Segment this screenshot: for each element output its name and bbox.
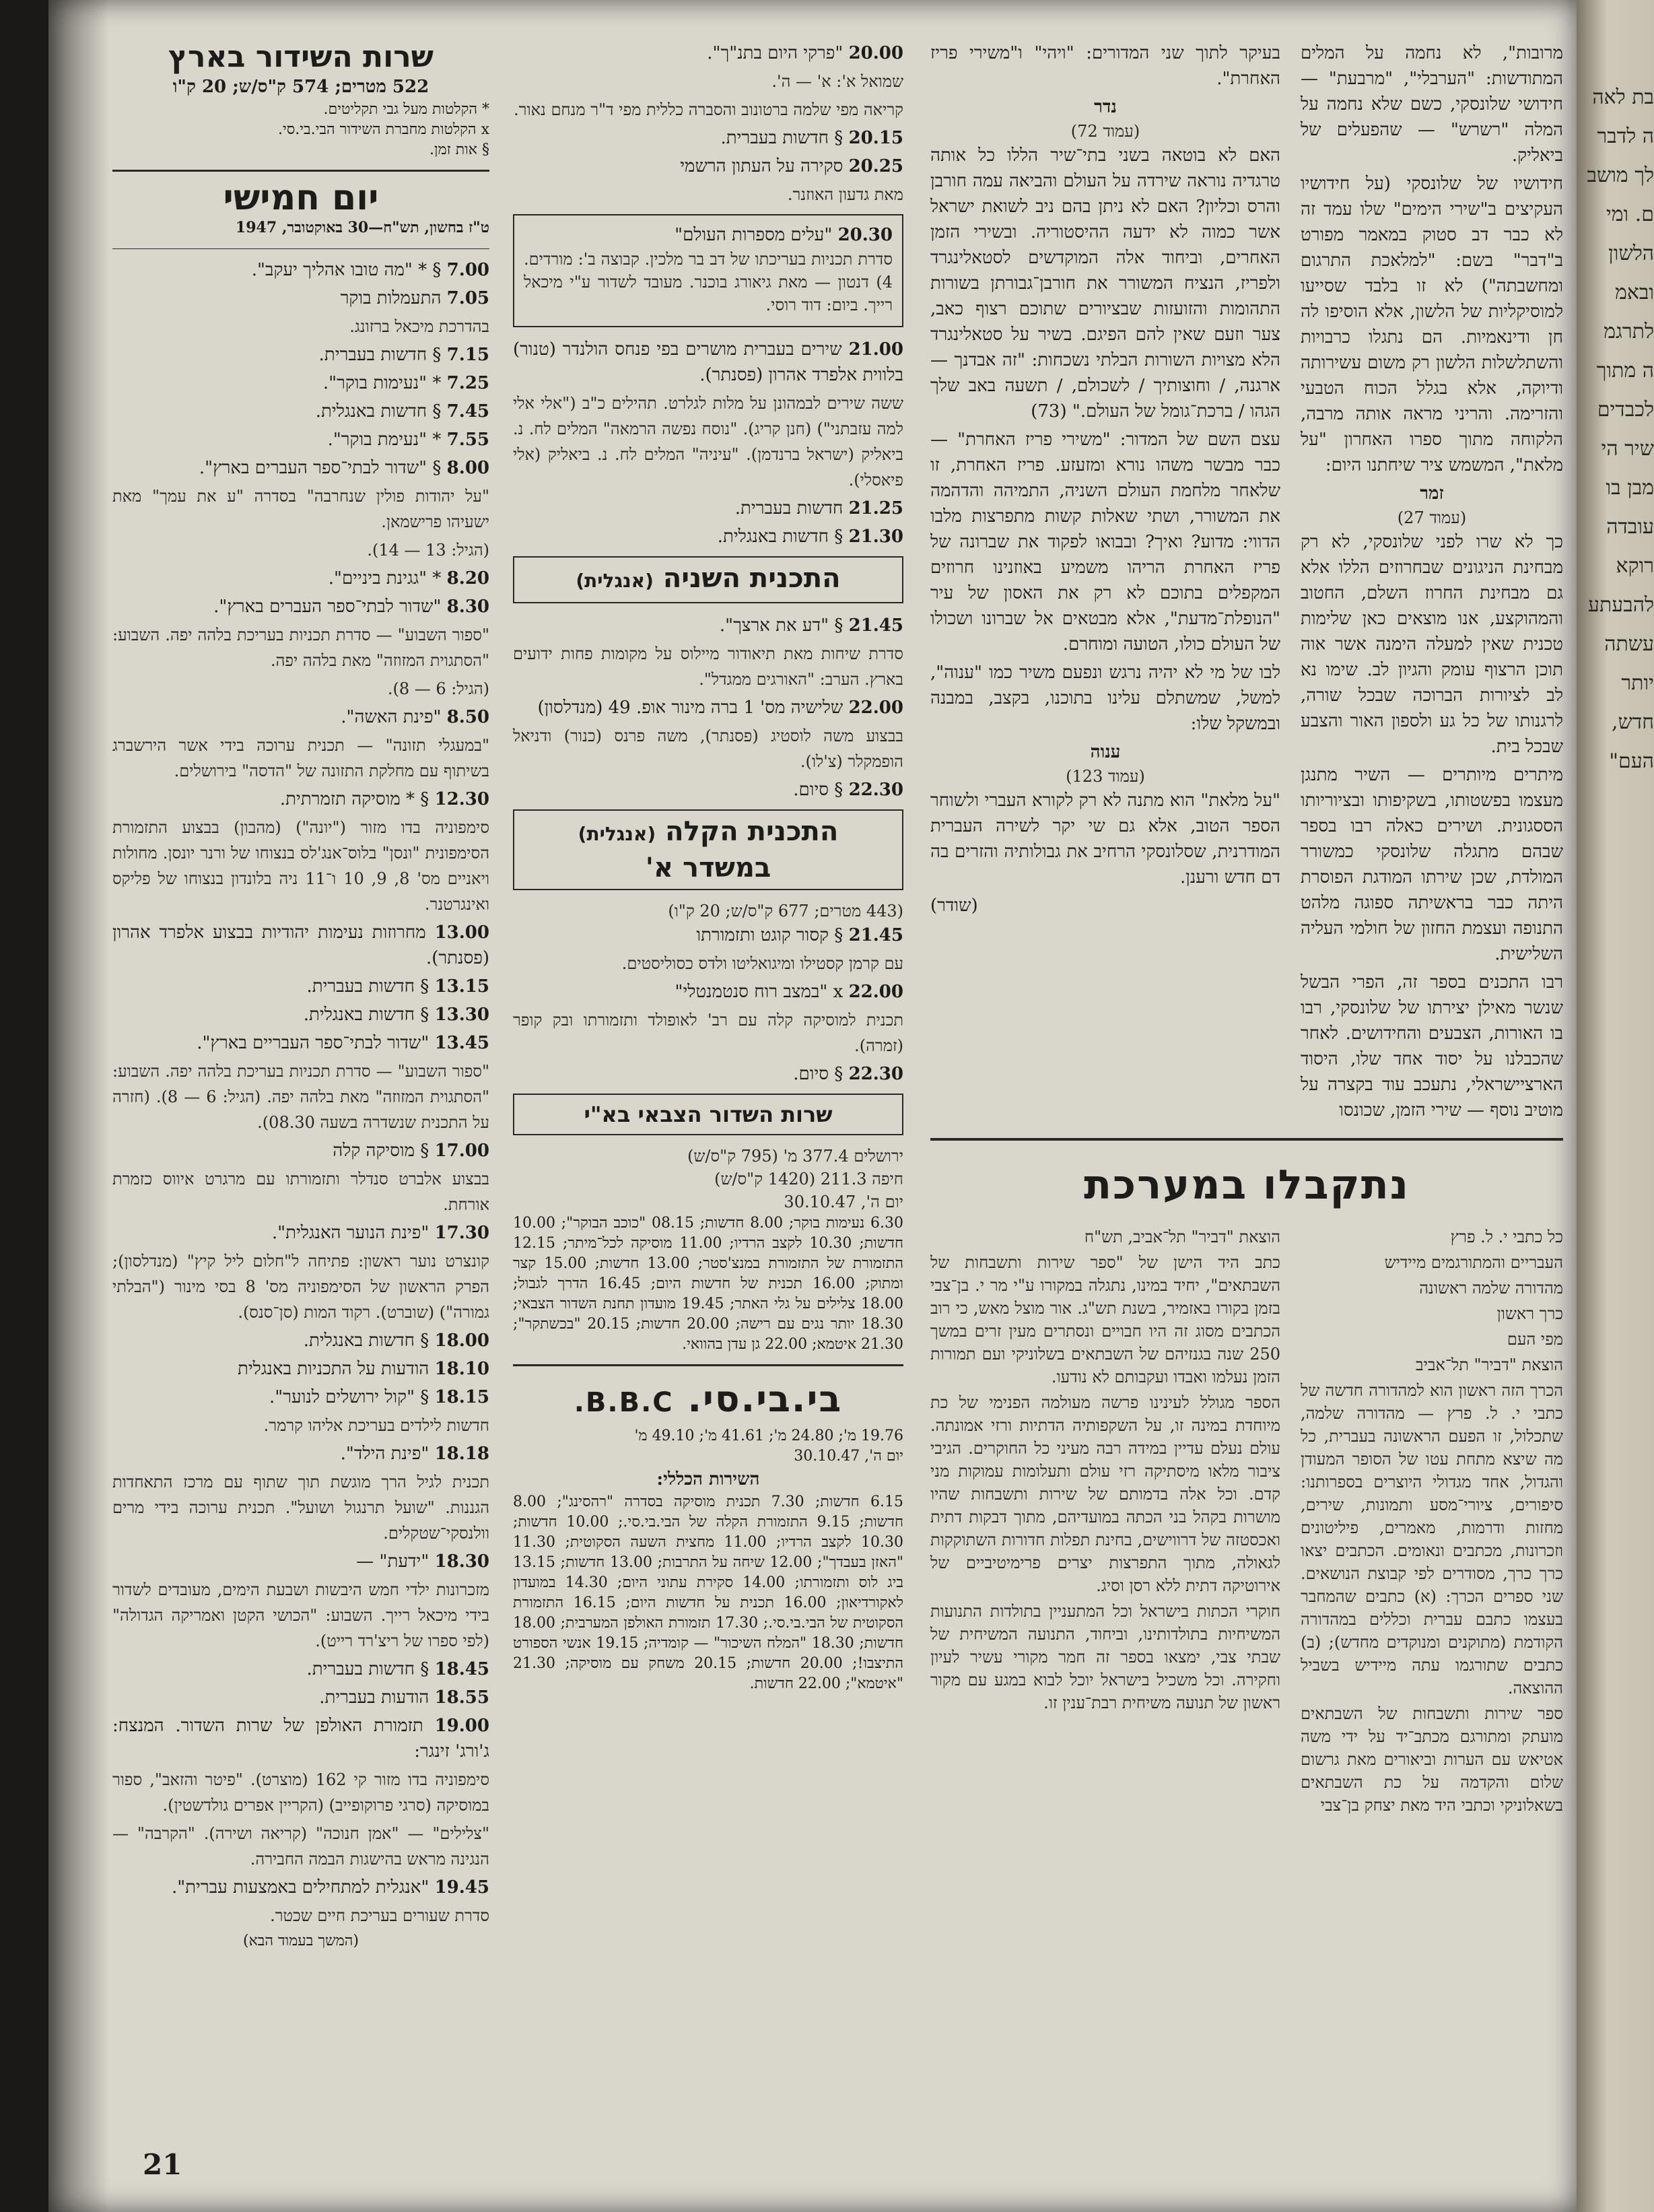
army-frequencies bbox=[513, 1145, 903, 1213]
schedule-entry bbox=[513, 125, 903, 151]
page-number: 21 bbox=[143, 2148, 182, 2181]
light-program-sub: במשדר א' bbox=[645, 852, 771, 883]
paragraph: הכרך הזה ראשון הוא למהדורה חדשה של כתבי י. ל. פרץ — מהדורה שלמה, שתכלול, זו הפעם הראשונה בעברית, כל מה שיצא מתחת עטו של הסופר המעודן והגדול, אחד מגדולי היוצרים בספרותנו: סיפורים, ציורי־מסע ותמונות, שירים, מחזות ודרמות, מאמרים, פיליטונים וזכרונות, מכתבים ונאומים. הכתבים יצאו כרך כרך, מסודרים לפי קבוצת הנושאים. שני ספרים הכרך: (א) כתבים שהמחבר בעצמו כתבם עברית וכללים במהדורה הקודמת (מתוקנים ומנוקדים מחדש); (ב) כתבים שתורגמו עתה מיידיש בשביל ההוצאה. bbox=[1301, 1381, 1563, 1698]
divider bbox=[513, 1364, 903, 1366]
entry-text: "פינת האשה". bbox=[341, 707, 442, 727]
paragraph: כתב היד הישן של "ספר שירות ותשבחות של השבתאים", יחיד במינו, נתגלה במקורו ע"י מר י. בן־צבי בזמן בקורו באזמיר, בשנת תש"ג. אור מוצל מאש, כי רוב הכתבים מסוג זה היו חבויים ונסתרים מעין זרים במשך 250 שנה בגנזיהם של השבתאים בשלוניקי ועם תמורות הזמן נעלמו ואבדו ועקבותם לא נודעו. bbox=[930, 1253, 1280, 1386]
bbc-title: בי.בי.סי. bbox=[687, 1378, 843, 1420]
army-service-title: שרות השדור הצבאי בא"י bbox=[584, 1102, 833, 1127]
next-page-fragment: שיר הי bbox=[1601, 437, 1654, 461]
next-page-fragment: עובדה bbox=[1606, 515, 1654, 539]
schedule-entry bbox=[112, 920, 489, 971]
featured-program-box bbox=[513, 214, 903, 327]
entry-time: 22.30 bbox=[848, 780, 903, 800]
paragraph: x הקלטות מחברת השידור הבי.בי.סי. bbox=[277, 121, 489, 138]
entry-text: סימפוניה בדו מזור ("יונה") (מהבון) בבצוע התזמורת הסימפונית "ונסן" בלוס־אנג'לס בנצוחו של ורנר יונסן. מחולות ויאניים מס' 8, 9, 10 ו־11 ניה בלונדון בנצוחו של פליקס ואינגרטנר. bbox=[112, 818, 490, 914]
entry-text: "שדור לבתי־ספר העבריים בארץ". bbox=[197, 1033, 429, 1053]
entry-text: "על יהודות פולין שנחרבה" בסדרה "ע את עמך" מאת ישעיהו פרישמאן. bbox=[112, 487, 489, 531]
entry-text: תכנית למוסיקה קלה עם רב' לאופולד ותזמורתו ובק קופר (זמרה). bbox=[513, 1011, 903, 1055]
schedule-entry bbox=[112, 1328, 489, 1353]
entry-time: 21.00 bbox=[848, 339, 903, 360]
entry-text: עם קרמן קסטילו ומיגואליטו ולדס כסוליסטים. bbox=[621, 954, 903, 973]
entry-text: "ידעת" — bbox=[356, 1551, 429, 1572]
entry-text: מאת גדעון האוזנר. bbox=[787, 185, 903, 204]
next-page-fragment: לך מושב bbox=[1587, 164, 1654, 187]
paragraph: העבריים והמתורגמים מיידיש bbox=[1384, 1253, 1563, 1272]
schedule-entry bbox=[112, 399, 489, 424]
schedule-entry bbox=[112, 286, 489, 311]
entry-time: 18.10 bbox=[434, 1359, 489, 1379]
received-section-title: נתקבלו במערכת bbox=[1084, 1162, 1410, 1209]
poem-title: ענוה bbox=[1090, 742, 1121, 762]
light-program-frequency: (443 מטרים; 677 ק"ס/ש; 20 ק"ו) bbox=[668, 902, 903, 920]
entry-time: 22.00 bbox=[848, 698, 903, 718]
entry-time: 17.30 bbox=[434, 1223, 489, 1243]
schedule-entry bbox=[112, 594, 489, 619]
schedule-entry bbox=[112, 1030, 489, 1056]
schedule-entry bbox=[112, 1656, 489, 1682]
entry-time: 8.30 bbox=[446, 597, 489, 617]
bbc-schedule-text: 6.15 חדשות; 7.30 תכנית מוסיקה בסדרה "רהסינג"; 8.00 חדשות; 9.15 התזמורת הקלה של הבי.בי.סי.; 10.00 חדשות; 10.30 לקצב הרדיו; 11.00 מחצית השעה הסקוטית; 11.30 "האזן בעבדך"; 12.00 שיחה על התרבות; 13.00 חדשות; 13.15 ביג לוס ותזמורתו; 14.00 סקירת עתוני היום; 14.30 במועדון לאקורדיאון; 16.00 תכנית על חדשות היום; 16.15 התזמורת הסקוטית של הבי.בי.סי.; 17.30 תזמורת האולפן המערבית; 18.00 חדשות; 18.30 "המלח השיכור" — קומדיה; 19.15 אנשי הספורט התיצבו!; 20.00 חדשות; 20.15 משחק עם מוסיקה; 21.30 "איטמא"; 22.00 חדשות. bbox=[513, 1494, 904, 1692]
entry-text: § סיום. bbox=[793, 780, 843, 800]
paragraph: מיתרים מיותרים — השיר מתנגן מעצמו בפשטותו, בשקיפותו ובציוריותו הססגונית. ושירים כאלה רבו בספר שבהם מתגלה שלונסקי כמשורר המולדת, שכן שירתו המודגת הפוסרת היתה כבר בראשיתה ספוגה מלהט התנופה ועצמת החזון של חולמי העליה השלישית. bbox=[1301, 765, 1563, 964]
entry-text: "במעגלי תזונה" — תכנית ערוכה בידי אשר הירשברג בשיתוף עם מחלקת התזונה של "הדסה" בירושלים. bbox=[112, 736, 489, 780]
entry-text: סימפוניה בדו מזור קי 162 (מוצרט). "פיטר והזאב", ספור במוסיקה (סרגי פרוקופייב) (הקריין אפרים גולדשטין). bbox=[112, 1770, 489, 1815]
army-service-header bbox=[513, 1094, 903, 1135]
schedule-entry bbox=[112, 1577, 489, 1654]
schedule-entry bbox=[112, 1002, 489, 1028]
entry-text: בבצוע משה לוסטיג (פסנתר), משה פרנס (כנור) ודניאל הופמקלר (צ'לו). bbox=[513, 727, 903, 771]
entry-time: 22.00 bbox=[848, 982, 903, 1002]
article-column-3 bbox=[930, 40, 1280, 918]
entry-text: "צלילים" — "אמן חנוכה" (קריאה ושירה). "הקרבה" — הנגינה מראש בהישגות הבמה החבירה. bbox=[112, 1824, 489, 1869]
schedule-entry bbox=[513, 496, 903, 521]
schedule-entry bbox=[112, 537, 489, 563]
schedule-entry bbox=[112, 427, 489, 453]
schedule-list bbox=[513, 337, 903, 549]
schedule-entry bbox=[112, 1059, 489, 1135]
entry-time: 7.15 bbox=[446, 345, 489, 365]
entry-time: 7.00 bbox=[446, 260, 489, 280]
entry-text: סדרת שיחות מאת תיאודור מיילוס על מקומות פחות ידועים בארץ. הערב: "האורגים ממגדל". bbox=[513, 644, 903, 689]
entry-text: סדרת שעורים בעריכת חיים שכטר. bbox=[270, 1906, 489, 1925]
paragraph: הספר מגולל לעינינו פרשה מעולמה הפנימי של כת מיוחדת במינה זו, על השקפותיה הדתיות ורזי אמונתה. עולם נעלם עדיין במידה רבה מעיני כל החוקרים. הגיבי ציבור מלאו מיסתיקה רזי עולם ותעלומות עמוקות מני קדם. וכל אלה בדמותם של שירות ותשבחות שהיו מושרות בקהל בני הכתה במועדיהם, מתוך דבקות דתית ואכסטזה של דרווישים, בחינת תפלות חדורות השתוקקות לגאולה, מתוך התפרצות יצרים פרימיטיביים של אירוטיקה דתית ללא רסן וסיג. bbox=[930, 1393, 1280, 1595]
entry-time: 13.00 bbox=[434, 923, 489, 943]
article-body bbox=[1301, 40, 1563, 478]
continued-note: (המשך בעמוד הבא) bbox=[243, 1933, 359, 1949]
schedule-entry bbox=[112, 704, 489, 730]
entry-time: 13.30 bbox=[434, 1005, 489, 1025]
next-page-fragment: בת לאה bbox=[1592, 86, 1654, 109]
entry-text: x "במצב רוח סנטמנטלי" bbox=[675, 982, 843, 1002]
poem-page-ref: (עמוד 123) bbox=[1066, 767, 1145, 786]
entry-text: § חדשות בעברית. bbox=[306, 976, 429, 997]
next-page-fragment: ה לדבר bbox=[1597, 125, 1654, 148]
day-date: ט"ז בחשון, תש"ח—30 באוקטובר, 1947 bbox=[235, 219, 489, 236]
entry-time: 21.45 bbox=[848, 925, 903, 945]
entry-text: חדשות לילדים בעריכת אליהו קרמר. bbox=[263, 1416, 489, 1435]
schedule-entry bbox=[112, 1166, 489, 1217]
entry-text: * "נעימת בוקר". bbox=[327, 430, 442, 450]
schedule-entry bbox=[513, 97, 903, 123]
schedule-entry bbox=[513, 641, 903, 692]
schedule-entry bbox=[112, 1549, 489, 1574]
next-page-fragment: מבן בו bbox=[1606, 476, 1654, 500]
schedule-entry bbox=[112, 257, 489, 283]
schedule-entry bbox=[513, 951, 903, 976]
schedule-list bbox=[513, 923, 903, 1087]
schedule-entry bbox=[112, 1875, 489, 1900]
entry-time: 18.18 bbox=[434, 1444, 489, 1464]
schedule-entry bbox=[112, 1903, 489, 1929]
next-page-fragment: לכבדים bbox=[1597, 398, 1654, 422]
divider bbox=[112, 170, 489, 172]
paragraph: לבו של מי לא יהיה נרגש ונפעם משיר כמו "ענוה", למשל, שמשתלם עלינו בתוכנו, בקצב, במבנה ובמשקל שלו: bbox=[930, 663, 1280, 734]
schedule-entry bbox=[112, 1384, 489, 1410]
bbc-frequencies: 19.76 מ'; 24.80 מ'; 41.61 מ'; 49.10 מ' bbox=[634, 1428, 903, 1444]
schedule-entry bbox=[112, 370, 489, 396]
next-page-fragment: ה מתוך bbox=[1596, 359, 1654, 382]
schedule-entry bbox=[112, 1413, 489, 1438]
paragraph: האם לא בוטאה בשני בתי־שיר הללו כל אותה טרגדיה נוראה שירדה על העולם והביאה עמה חורבן והרס וכליון? האם לא ניתן בהם ניב לשואת ישראל אשר כמוה לא ידעה ההיסטוריה. ובשירי הזמן האחרים, וביחוד אלה המוקדשים לסטאלינגרד ולפריז, הנציח המשורר את חורבן־גבורתן בשורות התהומות והזועזות שבציורים שתוכם רצוף כאב, צער וזעם שאין להם הפיגם. בשיר על סטאלינגרד הלא מצויות השורות הבלתי נשכחות: "זה אבדנך — ארגנה, / וחוצותיך / לשכולם, / תשעה באב שלך הגהו / ברכת־גומל של העולם." (73) bbox=[930, 145, 1280, 422]
second-program-header bbox=[513, 556, 903, 603]
army-schedule-text: 6.30 נעימות בוקר; 8.00 חדשות; 08.15 "כוכב הבוקר"; 10.00 חדשות; 10.30 לקצב הרדיו; 11.00 מוסיקה לכל־מיתר; 12.15 התזמורת של התזמורת במנצ'סטר; 13.00 חדשות; 15.00 קצר ומתוק; 16.00 תכנית של חדשות היום; 16.45 הדרך לגבול; 18.00 צלילים על גלי האתר; 19.45 מועדון תחנת השדור הצבאי; 18.30 יותר נגים עם רישה; 20.00 חדשות; 20.15 "בכשתקר"; 21.30 איטמא; 22.00 גן עדן בהוואי. bbox=[513, 1215, 903, 1353]
entry-time: 8.50 bbox=[446, 707, 489, 727]
entry-text: § "דע את ארצך". bbox=[719, 615, 843, 636]
entry-text: ששה שירים לבמהונן על מלות לגלרט. תהילים כ"ב ("אלי אלי למה עזבתני") (חנן קריג). "נוסח נפשה הרמאה" המלים לח. נ. ביאליק (ישראל ברנדמן). "עיניה" המלים לח. נ. ביאליק (אלי פיאסלי). bbox=[513, 394, 903, 490]
entry-text: מזכרונות ילדי חמש היבשות ושבעת הימים, מעובדים לשדור בידי מיכאל רייך. השבוע: "הכושי הקטן ואמריקה הגדולה" (לפי ספרו של ריצ'רד רייט). bbox=[112, 1580, 489, 1650]
paragraph: חיפה 211.3 (1420 ק"ס/ש) bbox=[714, 1170, 903, 1188]
entry-time: 18.00 bbox=[434, 1331, 489, 1351]
next-page-fragment: לתרגמ bbox=[1604, 320, 1654, 343]
schedule-entry bbox=[513, 182, 903, 207]
paragraph: מהדורה שלמה ראשונה bbox=[1419, 1279, 1563, 1298]
schedule-entry bbox=[513, 391, 903, 493]
entry-time: 7.05 bbox=[446, 288, 489, 308]
schedule-entry bbox=[112, 314, 489, 339]
schedule-entry bbox=[112, 1821, 489, 1872]
bbc-latin-title: B.B.C. bbox=[574, 1387, 674, 1418]
schedule-entry bbox=[112, 566, 489, 591]
program-description: סדרת תכניות בעריכתו של דב בר מלכין. קבוצה ב': מורדים. 4) דנטון — מאת גיאורג בוכנר. מעובד לשדור ע"י מיכאל רייך. ביום: דוד רוסי. bbox=[524, 250, 893, 314]
next-page-fragment: ם. ומי bbox=[1606, 203, 1654, 226]
second-program-title: התכנית השניה bbox=[662, 563, 841, 594]
second-program-lang: (אנגלית) bbox=[576, 570, 654, 592]
paragraph: חוקרי הכתות בישראל וכל המתעניין בתולדות התנועות המשיחיות בתולדותינו, וביחוד, התנועה המשיחית של שבתי צבי, ימצאו בספר זה חמר מקורי עשיר לעיון וחקירה. וכל משכיל בישראל יוכל לבוא במגע עם מקור ראשון של תנועה משיחית רבת־ענין זו. bbox=[930, 1602, 1280, 1712]
poem-page-ref: (עמוד 72) bbox=[1070, 122, 1140, 141]
schedule-entry bbox=[513, 1061, 903, 1087]
schedule-entry bbox=[112, 1220, 489, 1246]
light-program-lang: (אנגלית) bbox=[578, 823, 656, 845]
light-program-header bbox=[513, 809, 903, 890]
schedule-entry bbox=[112, 733, 489, 784]
schedule-entry bbox=[513, 1007, 903, 1059]
schedule-entry bbox=[513, 337, 903, 388]
paragraph: § אות זמן. bbox=[429, 141, 489, 158]
entry-time: 7.25 bbox=[446, 373, 489, 393]
received-section bbox=[930, 1162, 1563, 1209]
article-body bbox=[930, 143, 1280, 737]
poem-page-ref: (עמוד 27) bbox=[1397, 508, 1467, 527]
entry-text: התעמלות בוקר bbox=[340, 288, 442, 308]
paragraph: כך לא שרו לפני שלונסקי, לא רק מבחינת הניגונים שבחרוזים הללו אלא גם מבחינת החרוז השלם, החטוב והמהוקצע, אנו מוצאים כאן שלימות טכנית שאין למעלה הימנה אשר אוה תוכן הרצוף עומק והגיון לב. שימו נא לב לציורות הברוכה שבכל שורה, לרגנותו של כל גע ולספון האור והצבע שבכל בית. bbox=[1301, 532, 1563, 757]
legend bbox=[112, 100, 489, 160]
entry-time: 21.45 bbox=[848, 615, 903, 636]
paragraph: ירושלים 377.4 מ' (795 ק"ס/ש) bbox=[687, 1147, 903, 1166]
entry-time: 13.15 bbox=[434, 976, 489, 997]
next-page-fragment: ובאמ bbox=[1615, 281, 1654, 304]
schedule-list bbox=[112, 257, 489, 1929]
entry-text: § חדשות בעברית. bbox=[720, 128, 843, 148]
entry-text: "ספור השבוע" — סדרת תכניות בעריכת בלהה יפה. השבוע: "הסתגוית המזוזה" מאת בלהה יפה. bbox=[112, 626, 489, 670]
schedule-entry bbox=[112, 1767, 489, 1818]
schedule-entry bbox=[112, 676, 489, 702]
entry-time: 8.00 bbox=[446, 458, 489, 478]
schedule-entry bbox=[112, 1441, 489, 1467]
entry-text: * "נעימות בוקר". bbox=[322, 373, 442, 393]
schedule-entry bbox=[112, 974, 489, 999]
article-body bbox=[1301, 529, 1563, 1123]
schedule-entry bbox=[513, 695, 903, 720]
schedule-entry bbox=[513, 723, 903, 774]
entry-text: בבצוע אלברט סנדלר ותזמורתו עם מרגרט איווס כזמרת אורחת. bbox=[112, 1170, 489, 1214]
paragraph: הוצאת "דביר" תל־אביב bbox=[1416, 1355, 1563, 1374]
entry-text: "פינת הנוער האנגלית". bbox=[271, 1223, 429, 1243]
entry-time: 19.00 bbox=[434, 1716, 489, 1736]
poem-title: זמר bbox=[1420, 483, 1444, 504]
schedule-entry bbox=[112, 786, 489, 812]
received-right-column bbox=[1301, 1226, 1563, 1819]
entry-text: (הגיל: 13 — 14). bbox=[367, 541, 489, 560]
entry-text: * "גגינת ביניים". bbox=[328, 568, 442, 589]
next-page-fragment: העם" bbox=[1609, 749, 1654, 773]
schedule-entry bbox=[112, 483, 489, 535]
entry-time: 17.00 bbox=[434, 1141, 489, 1161]
entry-text: קונצרט נוער ראשון: פתיחה ל"חלום ליל קיץ" (מנדלסון); הפרק הראשון של הסימפוניה מס' 8 בסי מינור ("הבלתי גמורה") (שוברט). רקוד המות (סן־סנס). bbox=[112, 1252, 489, 1322]
entry-text: § חדשות באנגלית. bbox=[303, 1331, 429, 1351]
paragraph: כרך ראשון bbox=[1496, 1304, 1563, 1323]
schedule-entry bbox=[513, 613, 903, 638]
entry-time: 18.15 bbox=[434, 1387, 489, 1407]
paragraph: מרובות", לא נחמה על המלים המתודשות: "הערבלי", "מרבעת" — חידושי שלונסקי, כשם שלא נחמה על המלה "רשרש" — שהפעלים של ביאליק. bbox=[1301, 43, 1563, 166]
entry-text: § חדשות באנגלית. bbox=[315, 401, 442, 422]
broadcast-frequency: 522 מטרים; 574 ק"ס/ש; 20 ק"ו bbox=[172, 77, 429, 97]
program-title: "עלים מספרות העולם" bbox=[675, 225, 833, 245]
schedule-entry bbox=[112, 1356, 489, 1382]
entry-time: 18.30 bbox=[434, 1551, 489, 1572]
divider bbox=[112, 248, 489, 249]
schedule-entry bbox=[112, 455, 489, 481]
entry-time: 13.45 bbox=[434, 1033, 489, 1053]
entry-text: (הגיל: 6 — 8). bbox=[387, 679, 489, 698]
entry-text: "ספור השבוע" — סדרת תכניות בעריכת בלהה יפה. השבוע: "הסתגוית המזוזה" מאת בלהה יפה. (הגיל: 6 — 8). (חזרה על התכנית שנשדרה בשעה 08.30). bbox=[112, 1062, 489, 1132]
schedule-list bbox=[513, 613, 903, 803]
schedule-entry bbox=[513, 40, 903, 66]
entry-text: § חדשות באנגלית. bbox=[717, 527, 843, 547]
next-page-fragment: יותר bbox=[1621, 671, 1654, 695]
entry-text: שירים בעברית מושרים בפי פנחס הולנדר (טנור) בלווית אלפרד אהרון (פסנתר). bbox=[513, 339, 903, 385]
entry-time: 20.00 bbox=[848, 43, 903, 63]
entry-text: § * מוסיקה תזמרתית. bbox=[279, 789, 429, 809]
entry-text: הודעות על התכניות באנגלית bbox=[238, 1359, 429, 1379]
entry-text: סקירה על העתון הרשמי bbox=[680, 156, 843, 176]
schedule-entry bbox=[112, 1469, 489, 1546]
entry-time: 21.25 bbox=[848, 498, 903, 518]
next-page-fragment: רוקא bbox=[1616, 554, 1654, 578]
article-paragraph: בעיקר לתוך שני המדורים: "ויהי" ו"משירי פריז האחרת". bbox=[930, 43, 1280, 89]
page-gutter-shadow bbox=[48, 0, 109, 2212]
entry-time: 8.20 bbox=[446, 568, 489, 589]
schedule-list bbox=[513, 40, 903, 207]
entry-text: מחרוזות נעימות יהודיות בבצוע אלפרד אהרון (פסנתר). bbox=[112, 923, 489, 968]
received-left-column bbox=[930, 1226, 1280, 1717]
radio-schedule-column bbox=[112, 40, 489, 1951]
article-signature: (שודר) bbox=[930, 896, 978, 916]
schedule-entry bbox=[112, 1138, 489, 1164]
entry-text: הודעות בעברית. bbox=[319, 1687, 429, 1708]
entry-time: 12.30 bbox=[434, 789, 489, 809]
entry-text: שלישיה מס' 1 ברה מינור אופ. 49 (מנדלסון) bbox=[537, 698, 843, 718]
entry-time: 22.30 bbox=[848, 1064, 903, 1084]
schedule-entry bbox=[513, 979, 903, 1005]
entry-text: § מוסיקה קלה bbox=[333, 1141, 429, 1161]
radio-schedule-column-2 bbox=[513, 40, 903, 1697]
entry-text: תזמורת האולפן של שרות השדור. המנצח: ג'ורג' זינגר: bbox=[112, 1716, 489, 1762]
entry-text: "שדור לבתי־ספר העברים בארץ". bbox=[213, 597, 442, 617]
next-page-fragment: הלשון bbox=[1608, 242, 1654, 265]
entry-text: § סיום. bbox=[793, 1064, 843, 1084]
received-section-rule bbox=[930, 1138, 1563, 1141]
newspaper-page bbox=[48, 0, 1577, 2212]
schedule-entry bbox=[112, 622, 489, 673]
entry-text: § * "מה טובו אהליך יעקב". bbox=[251, 260, 442, 280]
paragraph: יום ה', 30.10.47 bbox=[784, 1193, 903, 1211]
entry-text: קריאה מפי שלמה ברטונוב והסברה כללית מפי ד"ר מנחם נאור. bbox=[514, 100, 903, 119]
schedule-entry bbox=[513, 777, 903, 803]
paragraph: ספר שירות ותשבחות של השבתאים מועתק ומתורגם מכתב־יד על ידי משה אטיאש עם הערות וביאורים מאת גרשום שלום והקדמה על כת השבתאים בשאלוניקי וכתבי היד מאת יצחק בן־צבי bbox=[1301, 1704, 1563, 1815]
schedule-entry bbox=[112, 1685, 489, 1710]
entry-time: 18.45 bbox=[434, 1659, 489, 1679]
entry-text: § קסור קוגט ותזמורתו bbox=[696, 925, 843, 945]
light-program-title: התכנית הקלה bbox=[665, 816, 839, 847]
next-page-fragment: חדש, bbox=[1612, 710, 1654, 734]
entry-text: § "שדור לבתי־ספר העברים בארץ". bbox=[199, 458, 442, 478]
entry-text: "פרקי היום בתנ"ך". bbox=[707, 43, 843, 63]
entry-text: חדשות בעברית. bbox=[734, 498, 843, 518]
entry-text: "אנגלית למתחילים באמצעות עברית". bbox=[171, 1877, 429, 1898]
entry-text: "פינת הילד". bbox=[340, 1444, 429, 1464]
schedule-entry bbox=[112, 1248, 489, 1325]
entry-text: § חדשות בעברית. bbox=[306, 1659, 429, 1679]
entry-time: 19.45 bbox=[434, 1877, 489, 1898]
entry-time: 7.45 bbox=[446, 401, 489, 422]
schedule-entry bbox=[513, 524, 903, 549]
paragraph: עצם השם של המדור: "משירי פריז האחרת" — כבר מבשר משהו נורא ומזעזע. פריז האחרת, זו שלאחר מלחמת העולם השניה, התמיהה והדהמה את המשורר, ושתי שאלות קשות מתפרצות מלבו הדווי: מדוע? ואיך? ובבואו לפקוד את שברונה של פריז האחרת הריהו משמיע באוזנינו חרוזים המקפלים בתוכם לא רק את האסון של עיר "הנופלת־מדעת", אלא מבטאים אל שברונו ושכולו של העולם כולו, הטועה ומוחרם. bbox=[930, 430, 1280, 655]
entry-time: 18.55 bbox=[434, 1687, 489, 1708]
poem-title: נדר bbox=[1094, 97, 1117, 117]
entry-text: § חדשות בעברית. bbox=[318, 345, 442, 365]
schedule-entry bbox=[112, 815, 489, 917]
paragraph: "על מלאת" הוא מתנה לא רק לקורא העברי ולשוחר הספר הטוב, אלא גם שי יקר לשירה העברית המודרנית, שסלונסקי הרחיב את גבולותיה והזרים בה דם חדש ורענן. bbox=[930, 791, 1280, 887]
article-body bbox=[930, 788, 1280, 890]
entry-time: 7.55 bbox=[446, 430, 489, 450]
next-page-fragment: עשתה bbox=[1604, 632, 1654, 656]
bbc-date: יום ה', 30.10.47 bbox=[794, 1448, 903, 1465]
entry-text: תכנית לגיל הרך מוגשת תוך שתוף עם מרכז התאחדות הגננות. "שועל תרנגול ושועל". תכנית ערוכה בידי מרים וולנסקי־שטקלים. bbox=[112, 1473, 489, 1543]
schedule-entry bbox=[112, 342, 489, 368]
entry-text: § "קול ירושלים לנוער". bbox=[269, 1387, 429, 1407]
next-page-fragment: להבעתע bbox=[1588, 593, 1654, 617]
entry-text: § חדשות באנגלית. bbox=[303, 1005, 429, 1025]
entry-time: 20.25 bbox=[848, 156, 903, 176]
schedule-entry bbox=[513, 69, 903, 94]
next-page-edge bbox=[1577, 0, 1654, 2212]
bbc-general-service: השירות הכללי: bbox=[656, 1469, 760, 1489]
entry-time: 21.30 bbox=[848, 527, 903, 547]
broadcast-service-title: שרות השידור בארץ bbox=[168, 40, 434, 74]
article-column-4 bbox=[1301, 40, 1563, 1126]
schedule-entry bbox=[513, 923, 903, 948]
received-left-list bbox=[930, 1226, 1280, 1714]
paragraph: מפי העם bbox=[1507, 1330, 1563, 1349]
schedule-entry bbox=[112, 1713, 489, 1764]
received-right-list bbox=[1301, 1226, 1563, 1817]
entry-text: שמואל א': א' — ה'. bbox=[771, 72, 903, 91]
schedule-entry bbox=[513, 154, 903, 179]
paragraph: רבו התכנים בספר זה, הפרי הבשל שנשר מאילן יצירתו של שלונסקי, רבו בו האורות, הצבעים והחידושים. לאחר שהכבלנו על יסוד אחד שלו, היסוד הארציישראלי, נתעכב עוד בקצרה על מוטיב נוסף — שירי הזמן, שכונסו bbox=[1301, 972, 1563, 1120]
paragraph: הוצאת "דביר" תל־אביב, תש"ח bbox=[1084, 1228, 1280, 1246]
paragraph: כל כתבי י. ל. פרץ bbox=[1450, 1228, 1563, 1246]
paragraph: * הקלטות מעל גבי תקליטים. bbox=[323, 101, 489, 118]
paragraph: חידושיו של שלונסקי (על חידושיו העקיצים ב"שירי הימים" שלו עמד זה לא כבר דב סטוק במאמר מפורט ב"דבר" בשם: "למלאכת התרגום ומחשבתה") לא זו בלבד שסייעו למוסיקליות של הלשון, אלא הוסיפו לה חן ודינאמיות. הם נתגלו כרבויות והשתלשלות הלשון רק משום עשירותה ודיוקה, אלא בגלל הכוח הטבעי והזרימה. והריני מראה אותה מרבה, הלקוחה מתוך ספרו האחרון "על מלאת", המשמש ציר שיחתנו היום: bbox=[1301, 174, 1563, 475]
entry-text: בהדרכת מיכאל ברזונג. bbox=[349, 317, 489, 336]
day-title: יום חמישי bbox=[223, 178, 379, 218]
program-time: 20.30 bbox=[837, 225, 893, 245]
entry-time: 20.15 bbox=[848, 128, 903, 148]
